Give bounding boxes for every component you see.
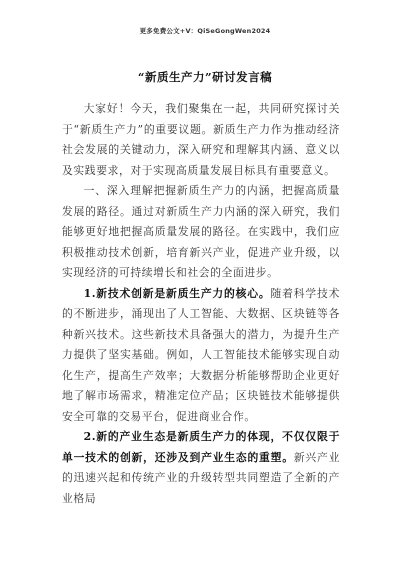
paragraph-point-two (62, 427, 340, 509)
paragraph-intro (62, 99, 340, 181)
paragraph-lead: 1.新技术创新是新质生产力的核心。 (83, 286, 271, 300)
document-title: “新质生产力”研讨发言稿 (137, 70, 273, 84)
paragraph-text: 大家好！今天，我们聚集在一起，共同研究探讨关于“新质生产力”的重要议题。新质生产力作为推动经济社会发展的关键动力，深入研究和理解其内涵、意义以及实践要求，对于实现高质量发展目标具有重要意义。 (62, 102, 340, 177)
paragraph-section-one (62, 181, 340, 284)
paragraph-text: 新兴产业的迅速兴起和传统产业的升级转型共同塑造了全新的产业格局 (62, 450, 340, 505)
paragraph-lead: 2.新的产业生态是新质生产力的体现，不仅仅限于单一技术的创新，还涉及到产业生态的重塑。 (62, 430, 340, 464)
header-note: 更多免费公文+V：QiSeGongWen2024 (139, 27, 271, 35)
document-body (62, 99, 340, 509)
paragraph-text: 随着科学技术的不断进步，涌现出了人工智能、大数据、区块链等各种新兴技术。这些新技术具备强大的潜力，为提升生产力提供了坚实基础。例如，人工智能技术能够实现自动化生产，提高生产效率；大数据分析能够帮助企业更好地了解市场需求，精准定位产品；区块链技术能够提供安全可靠的交易平台，促进商业合作。 (62, 286, 340, 423)
paragraph-text: 一、深入理解把握新质生产力的内涵，把握高质量发展的路径。通过对新质生产力内涵的深入研究，我们能够更好地把握高质量发展的路径。在实践中，我们应积极推动技术创新，培育新兴产业，促进产业升级，以实现经济的可持续增长和社会的全面进步。 (62, 184, 340, 279)
paragraph-point-one (62, 284, 340, 428)
